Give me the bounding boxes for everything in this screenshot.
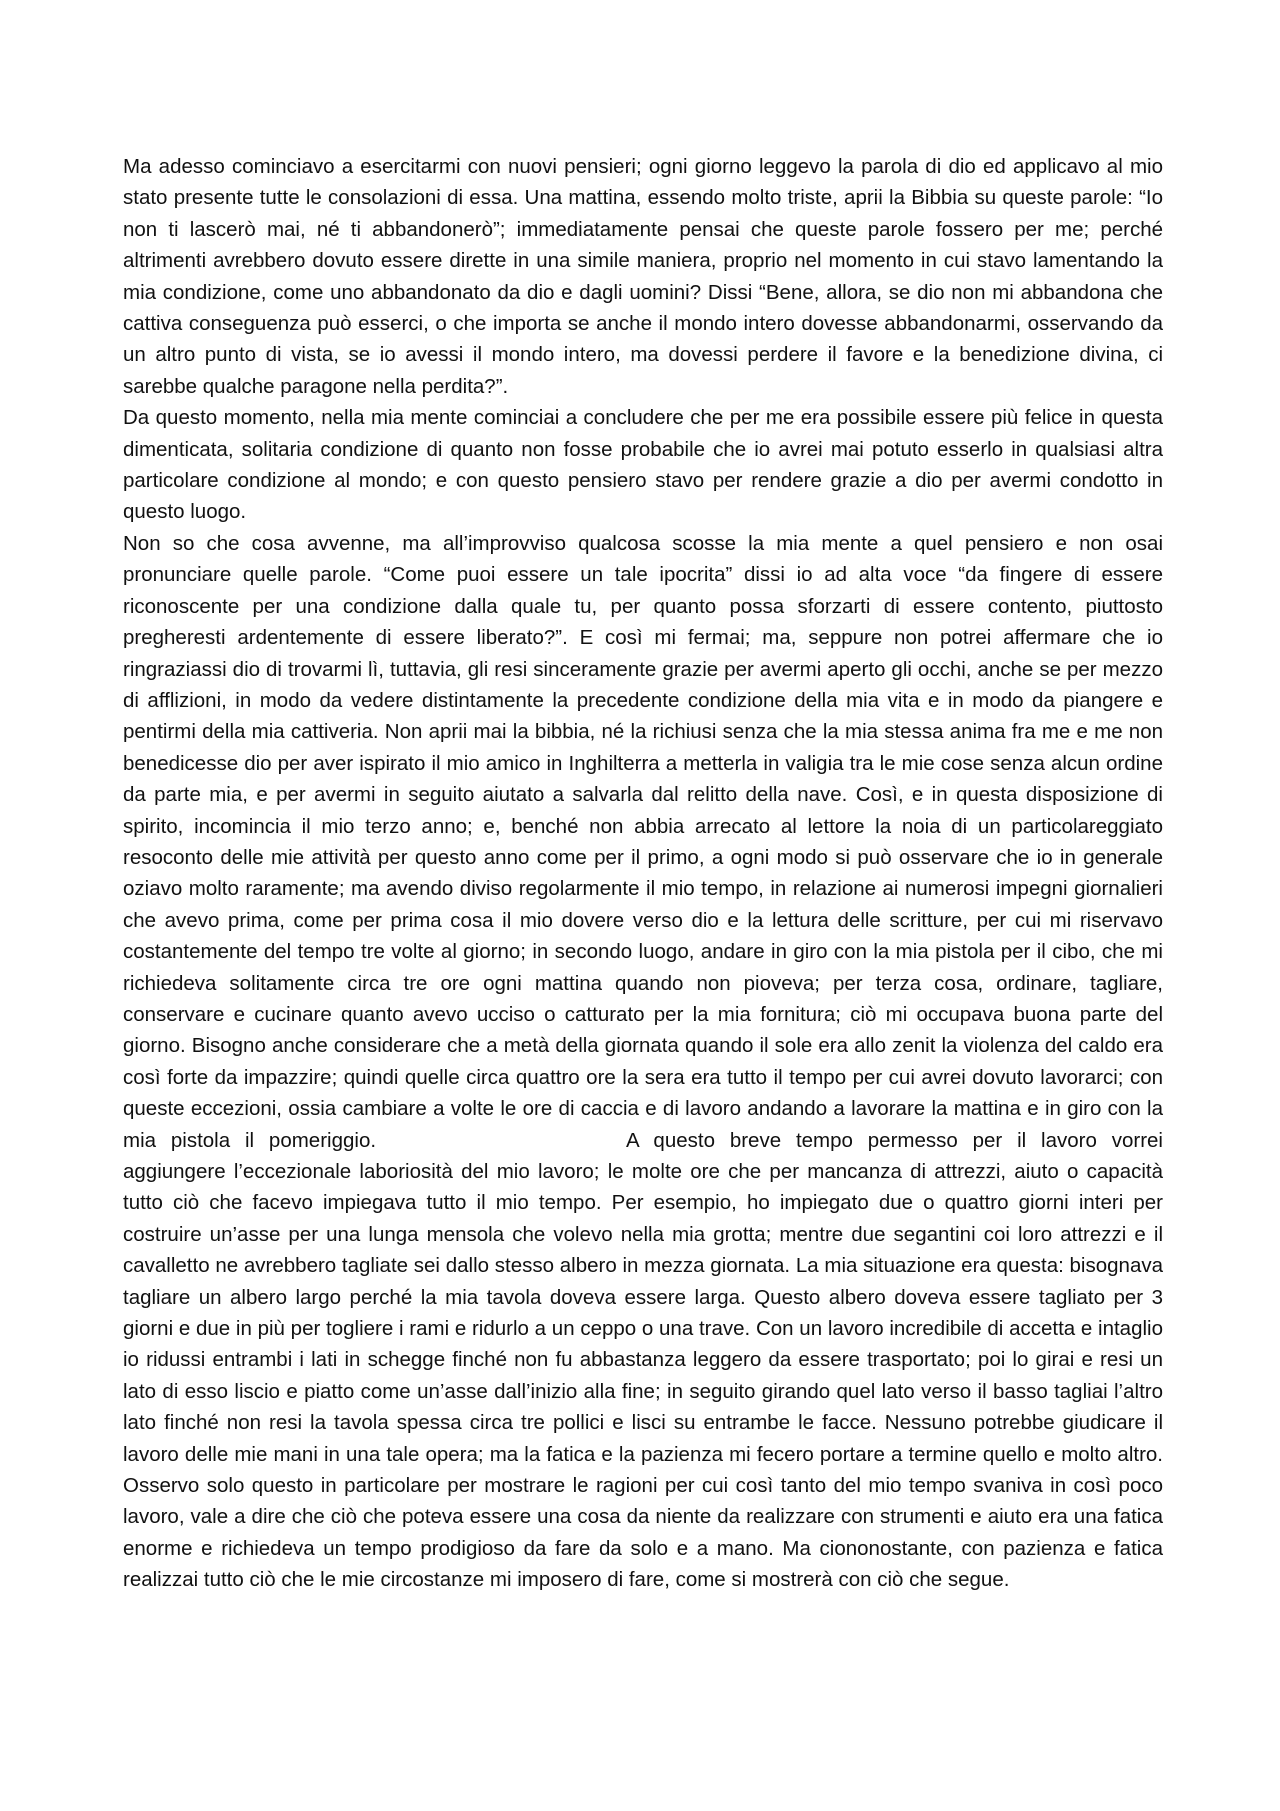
paragraph-3-text: Non so che cosa avvenne, ma all’improvviso qualcosa scosse la mia mente a quel pensiero e non osai pronunciare quelle parole. “Come puoi essere un tale ipocrita” dissi io ad alta voce “da fingere di essere riconoscente per una condizione dalla quale tu, per quanto possa sforzarti di essere contento, piuttosto pregheresti ardentemente di essere liberato?”. E così mi fermai; ma, seppure non potrei affermare che io ringraziassi dio di trovarmi lì, tuttavia, gli resi sinceramente grazie per avermi aperto gli occhi, anche se per mezzo di afflizioni, in modo da vedere distintamente la precedente condizione della mia vita e in modo da piangere e pentirmi della mia cattiveria. Non aprii mai la bibbia, né la richiusi senza che la mia stessa anima fra me e me non benedicesse dio per aver ispirato il mio amico in Inghilterra a metterla in valigia tra le mie cose senza alcun ordine da parte mia, e per avermi in seguito aiutato a salvarla dal relitto della nave. Così, e in questa disposizione di spirito, incomincia il mio terzo anno; e, benché non abbia arrecato al lettore la noia di un particolareggiato resoconto delle mie attività per questo anno come per il primo, a ogni modo si può osservare che io in generale oziavo molto raramente; ma avendo diviso regolarmente il mio tempo, in relazione ai numerosi impegni giornalieri che avevo prima, come per prima cosa il mio dovere verso dio e la lettura delle scritture, per cui mi riservavo costantemente del tempo tre volte al giorno; in secondo luogo, andare in giro con la mia pistola per il cibo, che mi richiedeva solitamente circa tre ore ogni mattina quando non pioveva; per terza cosa, ordinare, tagliare, conservare e cucinare quanto avevo ucciso o catturato per la mia fornitura; ciò mi occupava buona parte del giorno. Bisogno anche considerare che a metà della giornata quando il sole era allo zenit la violenza del caldo era così forte da impazzire; quindi quelle circa quattro ore la sera era tutto il tempo per cui avrei dovuto lavorarci; con queste eccezioni, ossia cambiare a volte le ore di caccia e di lavoro andando a lavorare la mattina e in giro con la mia pistola il pomeriggio. (123, 531, 1163, 1152)
paragraph-2: Da questo momento, nella mia mente cominciai a concludere che per me era possibile essere più felice in questa dimenticata, solitaria condizione di quanto non fosse probabile che io avrei mai potuto esserlo in qualsiasi altra particolare condizione al mondo; e con questo pensiero stavo per rendere grazie a dio per avermi condotto in questo luogo. (123, 406, 1163, 524)
paragraph-4-text: A questo breve tempo permesso per il lavoro vorrei aggiungere l’eccezionale laboriosità del mio lavoro; le molte ore che per mancanza di attrezzi, aiuto o capacità tutto ciò che facevo impiegava tutto il mio tempo. Per esempio, ho impiegato due o quattro giorni interi per costruire un’asse per una lunga mensola che volevo nella mia grotta; mentre due segantini coi loro attrezzi e il cavalletto ne avrebbero tagliate sei dallo stesso albero in mezza giornata. La mia situazione era questa: bisognava tagliare un albero largo perché la mia tavola doveva essere larga. Questo albero doveva essere tagliato per 3 giorni e due in più per togliere i rami e ridurlo a un ceppo o una trave. Con un lavoro incredibile di accetta e intaglio io ridussi entrambi i lati in schegge finché non fu abbastanza leggero da essere trasportato; poi lo girai e resi un lato di esso liscio e piatto come un’asse dall’inizio alla fine; in seguito girando quel lato verso il basso tagliai l’altro lato finché non resi la tavola spessa circa tre pollici e lisci su entrambe le facce. Nessuno potrebbe giudicare il lavoro delle mie mani in una tale opera; ma la fatica e la pazienza mi fecero portare a termine quello e molto altro. Osservo solo questo in particolare per mostrare le ragioni per cui così tanto del mio tempo svaniva in così poco lavoro, vale a dire che ciò che poteva essere una cosa da niente da realizzare con strumenti e aiuto era una fatica enorme e richiedeva un tempo prodigioso da fare da solo e a mano. Ma ciononostante, con pazienza e fatica realizzai tutto ciò che le mie circostanze mi imposero di fare, come si mostrerà con ciò che segue. (123, 1128, 1163, 1592)
document-body (123, 151, 1163, 1596)
paragraph-1: Ma adesso cominciavo a esercitarmi con nuovi pensieri; ogni giorno leggevo la parola di dio ed applicavo al mio stato presente tutte le consolazioni di essa. Una mattina, essendo molto triste, aprii la Bibbia su queste parole: “Io non ti lascerò mai, né ti abbandonerò”; immediatamente pensai che queste parole fossero per me; perché altrimenti avrebbero dovuto essere dirette in una simile maniera, proprio nel momento in cui stavo lamentando la mia condizione, come uno abbandonato da dio e dagli uomini? Dissi “Bene, allora, se dio non mi abbandona che cattiva conseguenza può esserci, o che importa se anche il mondo intero dovesse abbandonarmi, osservando da un altro punto di vista, se io avessi il mondo intero, ma dovessi perdere il favore e la benedizione divina, ci sarebbe qualche paragone nella perdita?”. (123, 155, 1163, 398)
paragraph-3 (123, 528, 1163, 1596)
